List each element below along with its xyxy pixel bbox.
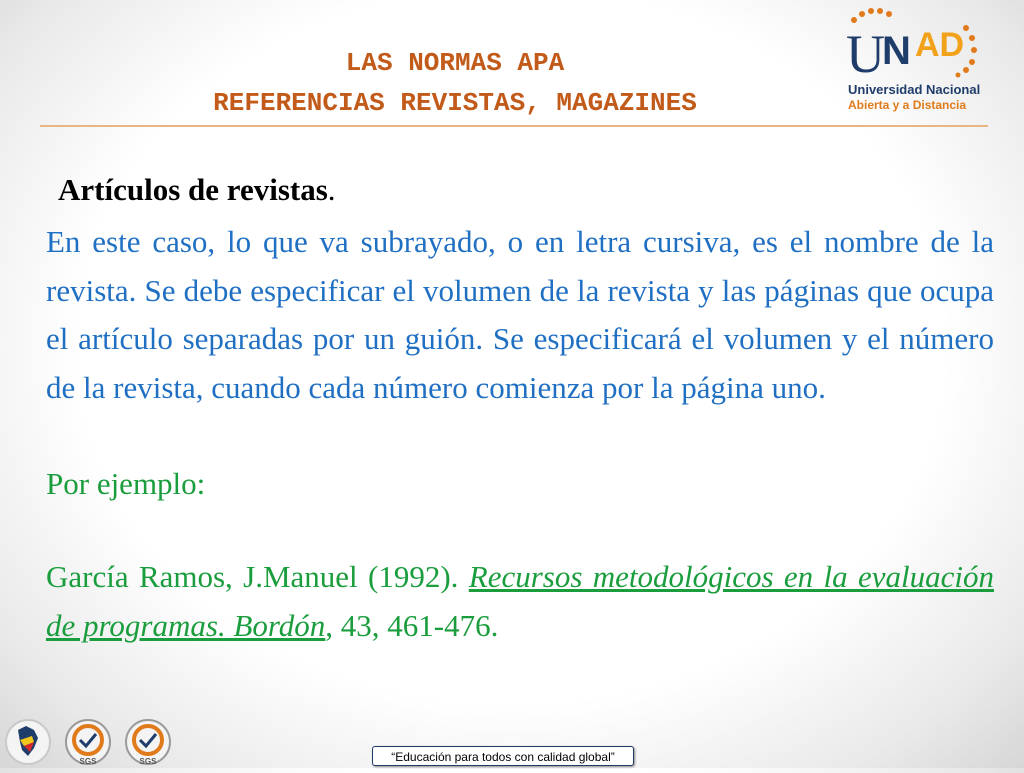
footer-tagline: “Educación para todos con calidad global” (372, 746, 634, 766)
example-label: Por ejemplo: (46, 466, 206, 501)
reference-details: , 43, 461-476. (325, 608, 499, 643)
colombia-map-icon (6, 720, 50, 764)
logo-name-line1: Universidad Nacional (848, 82, 981, 97)
badge-label-1: SGS (79, 757, 97, 766)
sgs-certification-icon (66, 720, 110, 766)
title-line-2: REFERENCIAS REVISTAS, MAGAZINES (213, 88, 697, 118)
reference-author: García Ramos, J.Manuel (1992). (46, 559, 469, 594)
logo-name-line2: Abierta y a Distancia (848, 98, 967, 112)
section-heading (58, 172, 336, 208)
reference-citation (46, 552, 994, 650)
svg-text:N: N (882, 29, 911, 73)
section-heading-text: Artículos de revistas (58, 172, 328, 207)
body-paragraph: En este caso, lo que va subrayado, o en letra cursiva, es el nombre de la revista. Se debe especificar el volumen de la revista y las páginas que ocupa el artículo separadas por un guión. Se especificará el volumen y el número de la revista, cuando cada número comienza por la página uno. (46, 224, 994, 405)
sgs-certification-icon (126, 720, 170, 766)
footer-badges (4, 712, 184, 768)
reference-title: Recursos metodológicos en la evaluación de programas. Bordón (46, 559, 994, 643)
title-line-1: LAS NORMAS APA (345, 48, 565, 78)
header-divider (40, 125, 988, 127)
badge-label-2: SGS (139, 757, 157, 766)
section-heading-period: . (327, 172, 336, 207)
unad-logo-mark (838, 6, 994, 82)
unad-logo (838, 6, 994, 118)
svg-text:U: U (846, 24, 885, 82)
svg-text:AD: AD (915, 26, 965, 64)
